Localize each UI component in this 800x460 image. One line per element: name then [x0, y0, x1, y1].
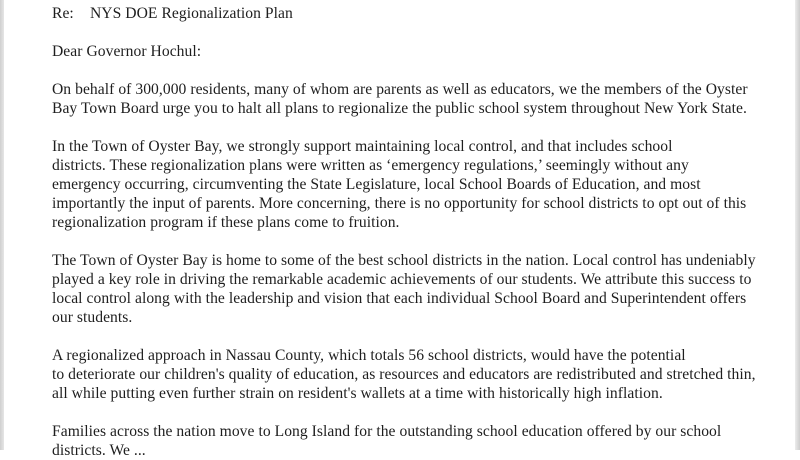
- re-label: Re:: [52, 5, 74, 22]
- paragraph-line: our students.: [52, 309, 133, 326]
- paragraph-3: [52, 251, 792, 327]
- paragraph-line: played a key role in driving the remarkable academic achievements of our students. We attribute this success to: [52, 271, 752, 288]
- subject-line: [52, 4, 792, 23]
- paragraph-4: [52, 346, 792, 403]
- spacer: [52, 61, 792, 80]
- paragraph-line: regionalization program if these plans come to fruition.: [52, 214, 400, 231]
- salutation: Dear Governor Hochul:: [52, 43, 202, 60]
- paragraph-line: emergency occurring, circumventing the State Legislature, local School Boards of Education, and most: [52, 176, 701, 193]
- paragraph-line: The Town of Oyster Bay is home to some of the best school districts in the nation. Local control has undeniably: [52, 252, 756, 269]
- letter-body: [52, 4, 792, 460]
- spacer: [52, 327, 792, 346]
- page-edge-left: [0, 0, 4, 450]
- paragraph-5: [52, 422, 792, 460]
- paragraph-line: Families across the nation move to Long Island for the outstanding school education offered by our school: [52, 423, 722, 440]
- spacer: [52, 118, 792, 137]
- spacer: [52, 403, 792, 422]
- paragraph-line: In the Town of Oyster Bay, we strongly support maintaining local control, and that includes school: [52, 138, 673, 155]
- paragraph-line: local control along with the leadership and vision that each individual School Board and Superintendent offers: [52, 290, 747, 307]
- spacer: [52, 23, 792, 42]
- page-edge-right: [795, 0, 800, 450]
- spacer: [52, 232, 792, 251]
- paragraph-line: districts. We ...: [52, 442, 146, 459]
- paragraph-line: to deteriorate our children's quality of education, as resources and educators are redistributed and stretched thin,: [52, 366, 756, 383]
- paragraph-line: importantly the input of parents. More concerning, there is no opportunity for school districts to opt out of this: [52, 195, 747, 212]
- paragraph-2: [52, 137, 792, 232]
- paragraph-line: all while putting even further strain on resident's wallets at a time with historically high inflation.: [52, 385, 663, 402]
- paragraph-line: A regionalized approach in Nassau County, which totals 56 school districts, would have the potential: [52, 347, 686, 364]
- paragraph-line: districts. These regionalization plans were written as ‘emergency regulations,’ seemingly without any: [52, 157, 689, 174]
- paragraph-line: On behalf of 300,000 residents, many of whom are parents as well as educators, we the members of the Oyster: [52, 81, 748, 98]
- re-subject: NYS DOE Regionalization Plan: [90, 5, 293, 22]
- paragraph-1: [52, 80, 792, 118]
- paragraph-line: Bay Town Board urge you to halt all plans to regionalize the public school system throughout New York State.: [52, 100, 747, 117]
